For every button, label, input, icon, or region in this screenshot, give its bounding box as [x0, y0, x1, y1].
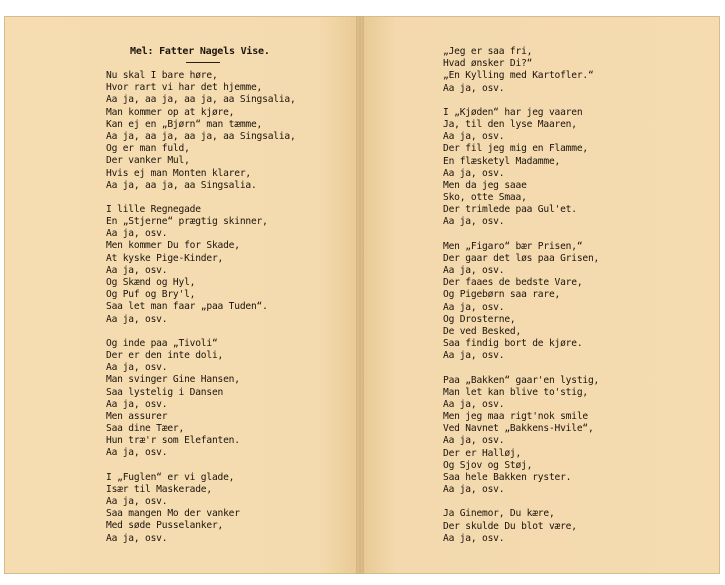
- verse-line: Der fil jeg mig en Flamme,: [443, 143, 588, 155]
- verse-line: Og Skænd og Hyl,: [106, 277, 196, 288]
- verse-line: Der skulde Du blot være,: [443, 520, 577, 532]
- verse-line: Saa findig bort de kjøre.: [443, 338, 583, 350]
- verse-line: Hvis ej man Monten klarer,: [106, 167, 251, 179]
- verse-line: At kyske Pige-Kinder,: [106, 252, 224, 264]
- stanza: [106, 338, 336, 460]
- verse-line: „Jeg er saa fri,: [443, 46, 533, 57]
- verse-line: Man let kan blive to'stig,: [443, 386, 588, 398]
- verse-line: Men jeg maa rigt'nok smile: [443, 411, 588, 423]
- verse-line: Og Sjov og Støj,: [443, 459, 533, 471]
- verse-line: Men da jeg saae: [443, 179, 527, 191]
- verse-line: Der er Halløj,: [443, 447, 522, 459]
- verse-line: Man svinger Gine Hansen,: [106, 374, 240, 386]
- right-song-column: [443, 46, 673, 557]
- verse-line: Der gaar det løs paa Grisen,: [443, 252, 600, 264]
- verse-line: De ved Besked,: [443, 325, 522, 337]
- verse-line: Og Drosterne,: [443, 313, 516, 325]
- left-song-column: [106, 70, 336, 557]
- verse-line: Aa ja, osv.: [443, 532, 505, 544]
- verse-line: Der er den inte doli,: [106, 349, 224, 361]
- verse-line: Kan ej en „Bjørn“ man tæmme,: [106, 118, 263, 130]
- verse-line: Aa ja, aa ja, aa ja, aa Singsalia,: [106, 130, 296, 142]
- page-gutter: [356, 16, 364, 574]
- verse-line: Aa ja, osv.: [106, 362, 168, 374]
- verse-line: I lille Regnegade: [106, 203, 201, 215]
- verse-line: Der vanker Mul,: [106, 155, 190, 167]
- verse-line: Aa ja, osv.: [443, 216, 505, 228]
- verse-line: Og Pigebørn saa rare,: [443, 289, 561, 301]
- verse-line: Aa ja, osv.: [443, 350, 505, 362]
- verse-line: I „Kjøden“ har jeg vaaren: [443, 106, 583, 118]
- verse-line: Der trimlede paa Gul'et.: [443, 204, 577, 216]
- verse-line: Paa „Bakken“ gaar'en lystig,: [443, 374, 600, 386]
- verse-line: Men „Figaro“ bær Prisen,“: [443, 240, 583, 252]
- verse-line: Aa ja, osv.: [106, 496, 168, 507]
- stanza: [443, 107, 673, 229]
- verse-line: I „Fuglen“ er vi glade,: [106, 471, 235, 483]
- verse-line: Man kommer op at kjøre,: [106, 106, 235, 118]
- verse-line: Nu skal I bare høre,: [106, 70, 218, 81]
- verse-line: Aa ja, aa ja, aa ja, aa Singsalia,: [106, 94, 296, 106]
- verse-line: Aa ja, osv.: [106, 447, 168, 459]
- verse-line: Især til Maskerade,: [106, 483, 212, 495]
- stanza: [443, 508, 673, 545]
- verse-line: Sko, otte Smaa,: [443, 192, 527, 204]
- verse-line: Aa ja, osv.: [443, 265, 505, 276]
- verse-line: Aa ja, osv.: [106, 228, 168, 240]
- verse-line: Hvad ønsker Di?“: [443, 58, 533, 70]
- verse-line: En „Stjerne“ prægtig skinner,: [106, 216, 268, 228]
- verse-line: Saa mangen Mo der vanker: [106, 508, 240, 520]
- verse-line: Aa ja, osv.: [443, 82, 505, 94]
- verse-line: Aa ja, osv.: [443, 435, 505, 447]
- verse-line: Aa ja, osv.: [443, 131, 505, 143]
- verse-line: Hun træ'r som Elefanten.: [106, 435, 240, 447]
- verse-line: Saa hele Bakken ryster.: [443, 472, 572, 483]
- verse-line: Aa ja, osv.: [106, 532, 168, 544]
- verse-line: Saa let man faar „paa Tuden“.: [106, 301, 268, 313]
- verse-line: Aa ja, osv.: [443, 167, 505, 179]
- stanza: [443, 46, 673, 95]
- verse-line: Og er man fuld,: [106, 143, 190, 155]
- verse-line: En flæsketyl Madamme,: [443, 155, 561, 167]
- verse-line: Men kommer Du for Skade,: [106, 240, 240, 252]
- verse-line: Men assurer: [106, 410, 168, 422]
- verse-line: Og inde paa „Tivoli“: [106, 337, 218, 349]
- verse-line: Aa ja, osv.: [106, 398, 168, 410]
- verse-line: Saa dine Tæer,: [106, 423, 185, 435]
- stanza: [443, 375, 673, 497]
- melody-title: Mel: Fatter Nagels Vise.: [130, 46, 270, 57]
- verse-line: Aa ja, osv.: [443, 301, 505, 313]
- title-rule: [186, 62, 220, 63]
- stanza: [106, 70, 336, 192]
- verse-line: Aa ja, aa ja, aa Singsalia.: [106, 179, 257, 191]
- verse-line: Aa ja, osv.: [443, 398, 505, 410]
- verse-line: Ved Navnet „Bakkens-Hvile“,: [443, 423, 594, 435]
- stanza: [106, 204, 336, 326]
- verse-line: Ja, til den lyse Maaren,: [443, 118, 577, 130]
- verse-line: Ja Ginemor, Du kære,: [443, 508, 555, 520]
- verse-line: Der faaes de bedste Vare,: [443, 277, 583, 289]
- verse-line: Saa lystelig i Dansen: [106, 386, 224, 398]
- verse-line: Aa ja, osv.: [106, 313, 168, 325]
- stanza: [106, 472, 336, 545]
- verse-line: Og Puf og Bry'l,: [106, 289, 196, 301]
- verse-line: Hvor rart vi har det hjemme,: [106, 82, 263, 94]
- verse-line: Aa ja, osv.: [443, 484, 505, 496]
- verse-line: Med søde Pusselanker,: [106, 520, 224, 532]
- verse-line: Aa ja, osv.: [106, 264, 168, 276]
- stanza: [443, 241, 673, 363]
- verse-line: „En Kylling med Kartofler.“: [443, 70, 594, 82]
